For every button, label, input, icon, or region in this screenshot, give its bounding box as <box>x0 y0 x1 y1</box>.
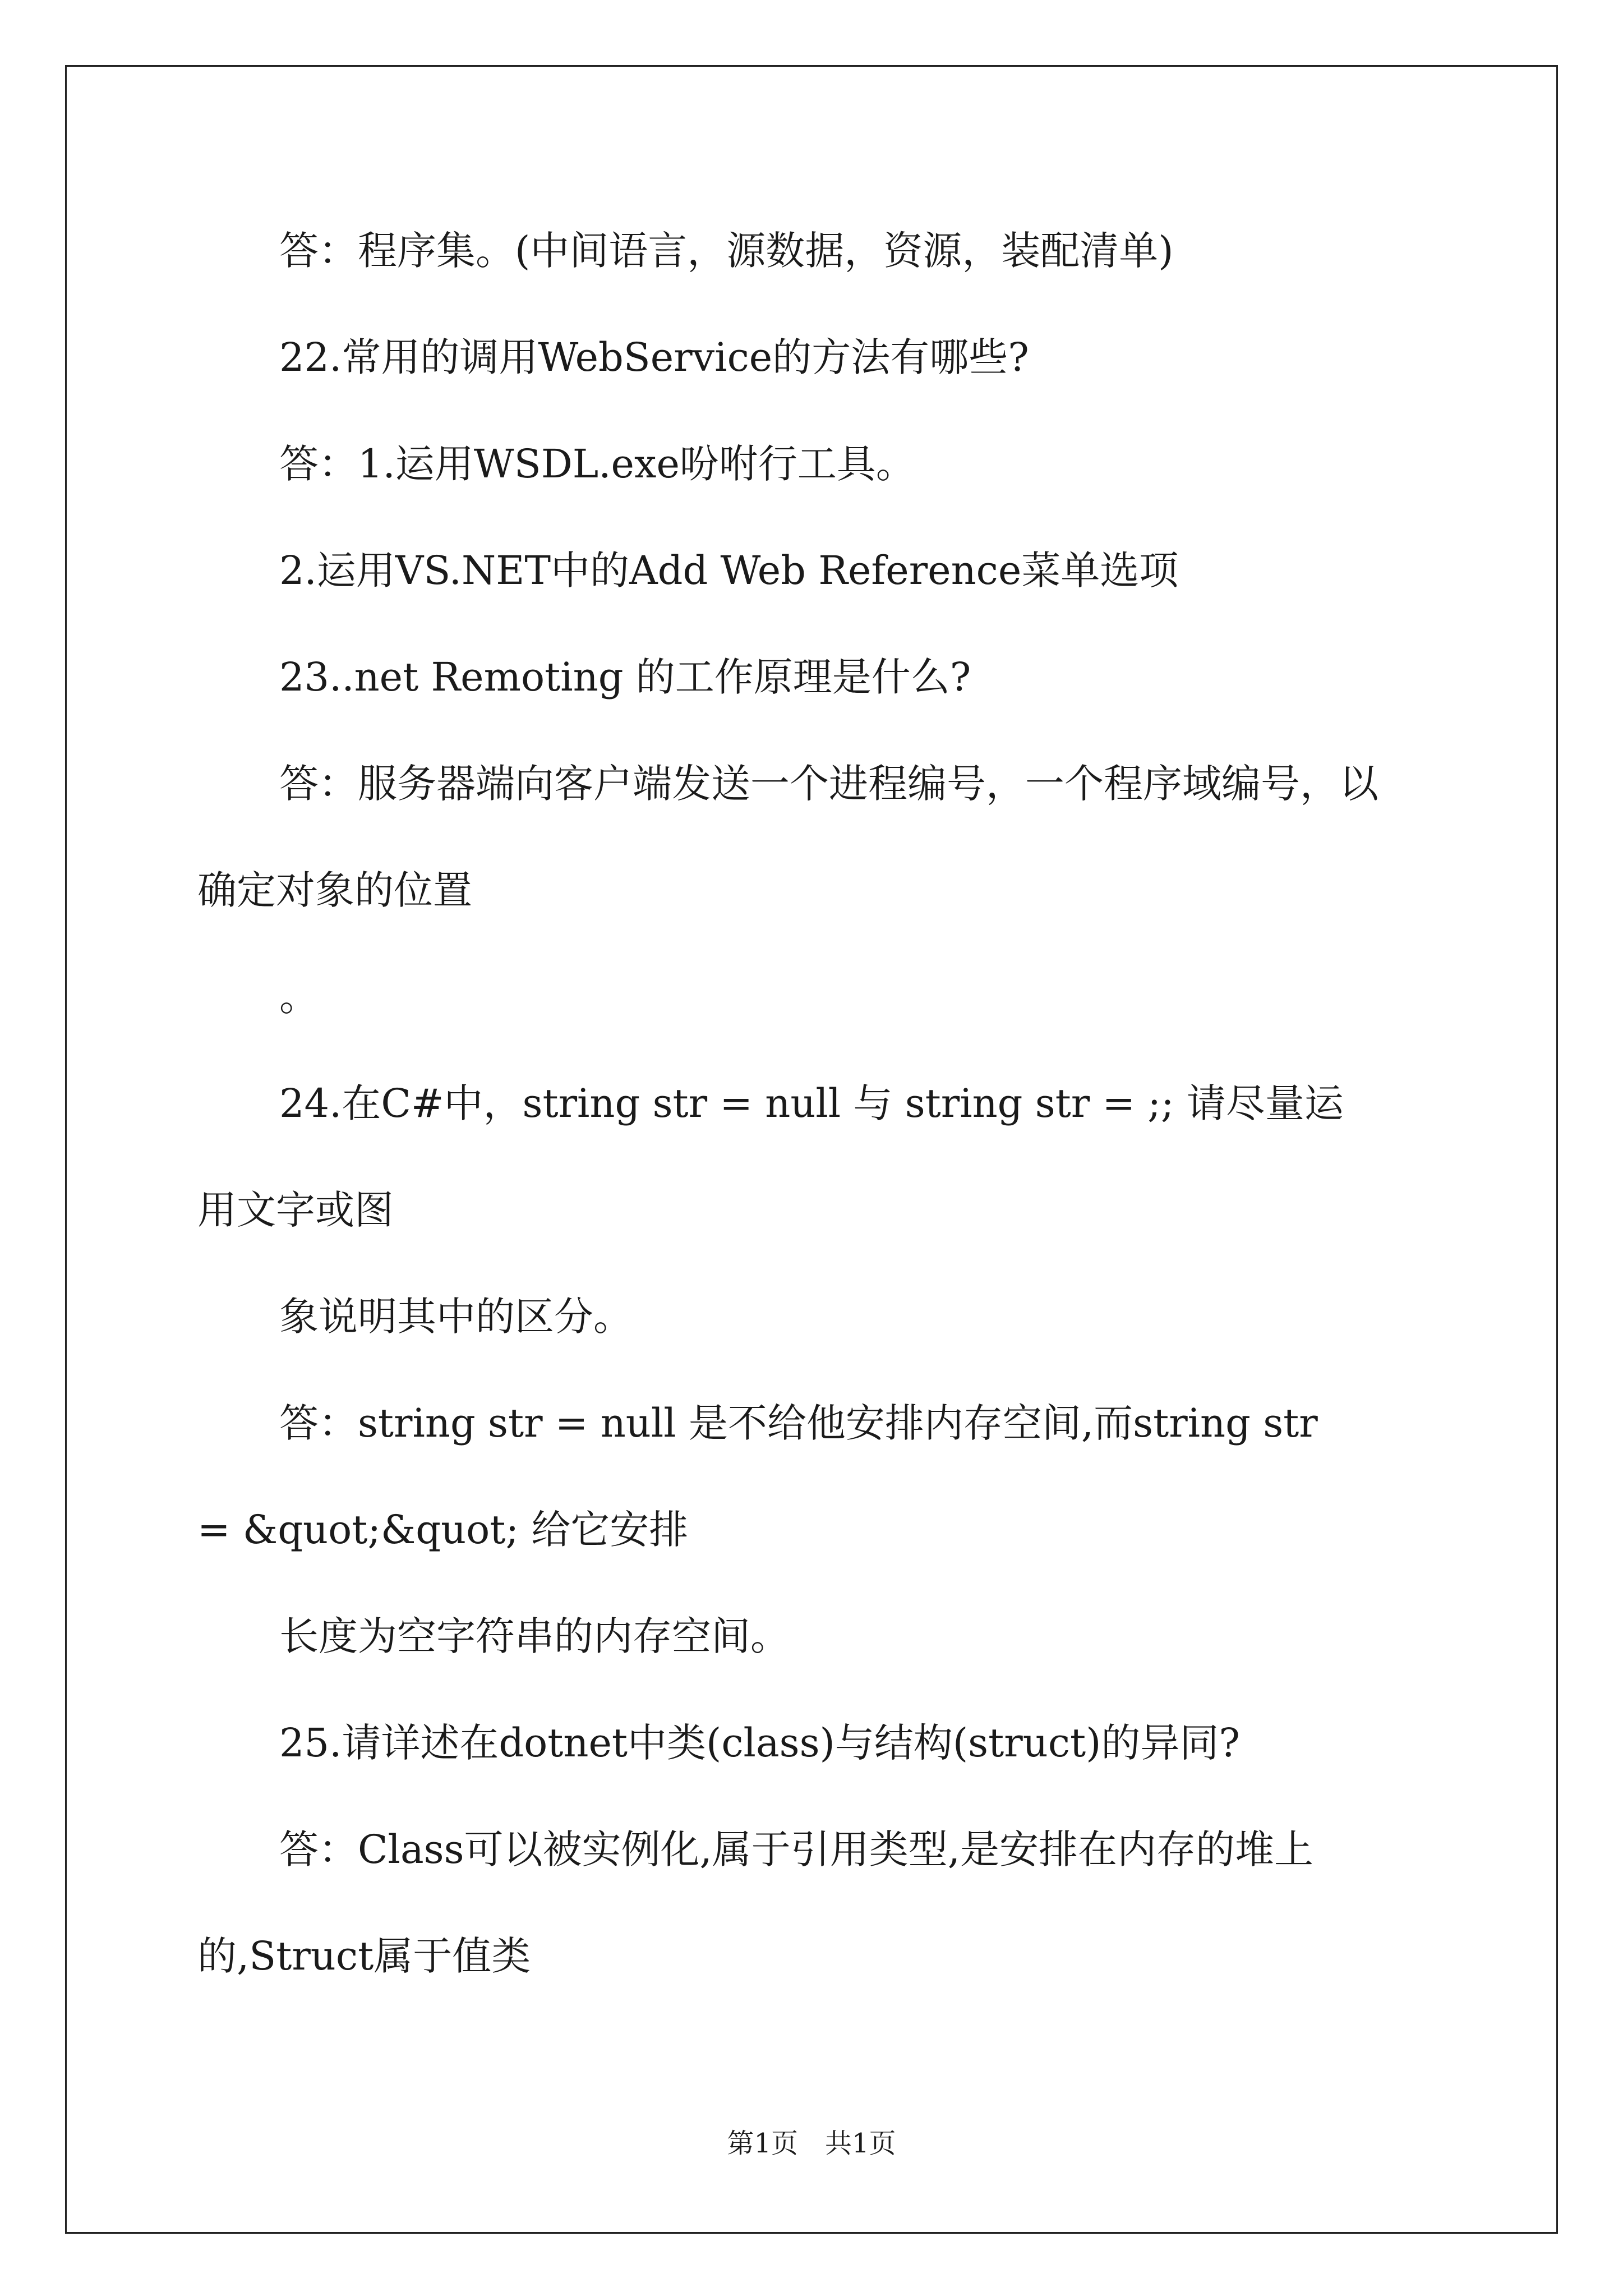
question-22-text: 22.常用的调用WebService的方法有哪些? <box>279 334 1029 380</box>
answer-23-text: 答：服务器端向客户端发送一个进程编号，一个程序域编号，以 <box>279 761 1378 807</box>
answer-24-continued: = &quot;&quot; 给它安排 <box>197 1507 689 1553</box>
answer-24-text: 答：string str = null 是不给他安排内存空间,而string str <box>279 1400 1318 1446</box>
answer-25-text: 答：Class可以被实例化,属于引用类型,是安排在内存的堆上 <box>279 1826 1314 1872</box>
page-number-footer: 第1页 共1页 <box>727 2128 896 2159</box>
answer-25-continued: 的,Struct属于值类 <box>197 1933 531 1979</box>
answer-23-continued: 确定对象的位置 <box>197 867 472 913</box>
answer-24-continued-2: 长度为空字符串的内存空间。 <box>279 1613 790 1659</box>
question-25-text: 25.请详述在dotnet中类(class)与结构(struct)的异同? <box>279 1720 1240 1766</box>
question-23-text: 23..net Remoting 的工作原理是什么? <box>279 654 971 700</box>
answer-21-text: 答：程序集。(中间语言，源数据，资源，装配清单) <box>279 228 1174 274</box>
document-body <box>197 209 1426 2021</box>
question-24-continued: 用文字或图 <box>197 1187 394 1233</box>
question-24-continued-2: 象说明其中的区分。 <box>279 1294 633 1340</box>
answer-23-period: 。 <box>279 974 319 1020</box>
question-24-text: 24.在C#中，string str = null 与 string str = ;; 请尽量运 <box>279 1080 1344 1126</box>
answer-22-item-2: 2.运用VS.NET中的Add Web Reference菜单选项 <box>279 547 1179 593</box>
answer-22-item-1: 答：1.运用WSDL.exe吩咐行工具。 <box>279 441 915 487</box>
